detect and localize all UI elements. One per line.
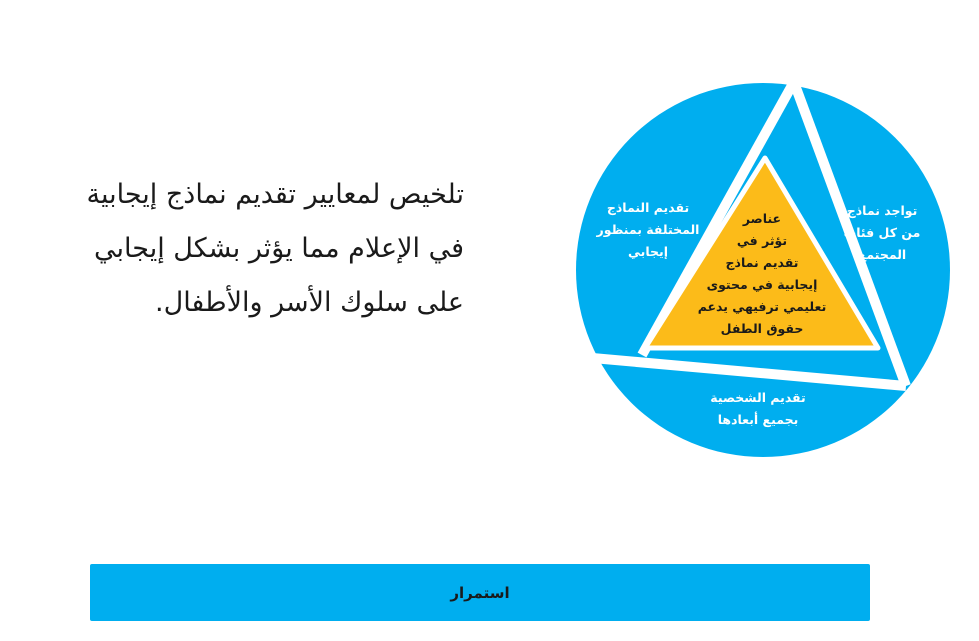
- left-segment-line-2: المختلفة بمنظور: [596, 222, 700, 237]
- summary-text: [30, 168, 464, 330]
- summary-line-3: على سلوك الأسر والأطفال.: [155, 287, 464, 318]
- positive-models-diagram: [560, 70, 966, 470]
- summary-line-2: في الإعلام مما يؤثر بشكل إيجابي: [94, 233, 464, 264]
- left-segment-line-1: تقديم النماذج: [606, 200, 690, 215]
- right-segment-line-1: تواجد نماذج: [846, 203, 918, 218]
- center-line-1: عناصر: [742, 211, 782, 226]
- continue-button[interactable]: استمرار: [90, 564, 870, 621]
- center-line-6: حقوق الطفل: [720, 321, 804, 336]
- summary-line-1: تلخيص لمعايير تقديم نماذج إيجابية: [86, 179, 464, 210]
- bottom-segment-line-2: بجميع أبعادها: [717, 412, 799, 427]
- right-segment-line-2: من كل فئات: [843, 225, 921, 240]
- center-line-3: تقديم نماذج: [725, 255, 799, 270]
- diagram-svg: [560, 70, 966, 470]
- bottom-segment-line-1: تقديم الشخصية: [710, 390, 806, 405]
- right-segment-line-3: المجتمع: [857, 247, 907, 262]
- left-segment-line-3: إيجابي: [627, 244, 669, 259]
- center-line-5: تعليمي ترفيهي يدعم: [697, 299, 827, 314]
- center-line-4: إيجابية في محتوى: [706, 277, 818, 292]
- center-line-2: تؤثر في: [736, 233, 788, 248]
